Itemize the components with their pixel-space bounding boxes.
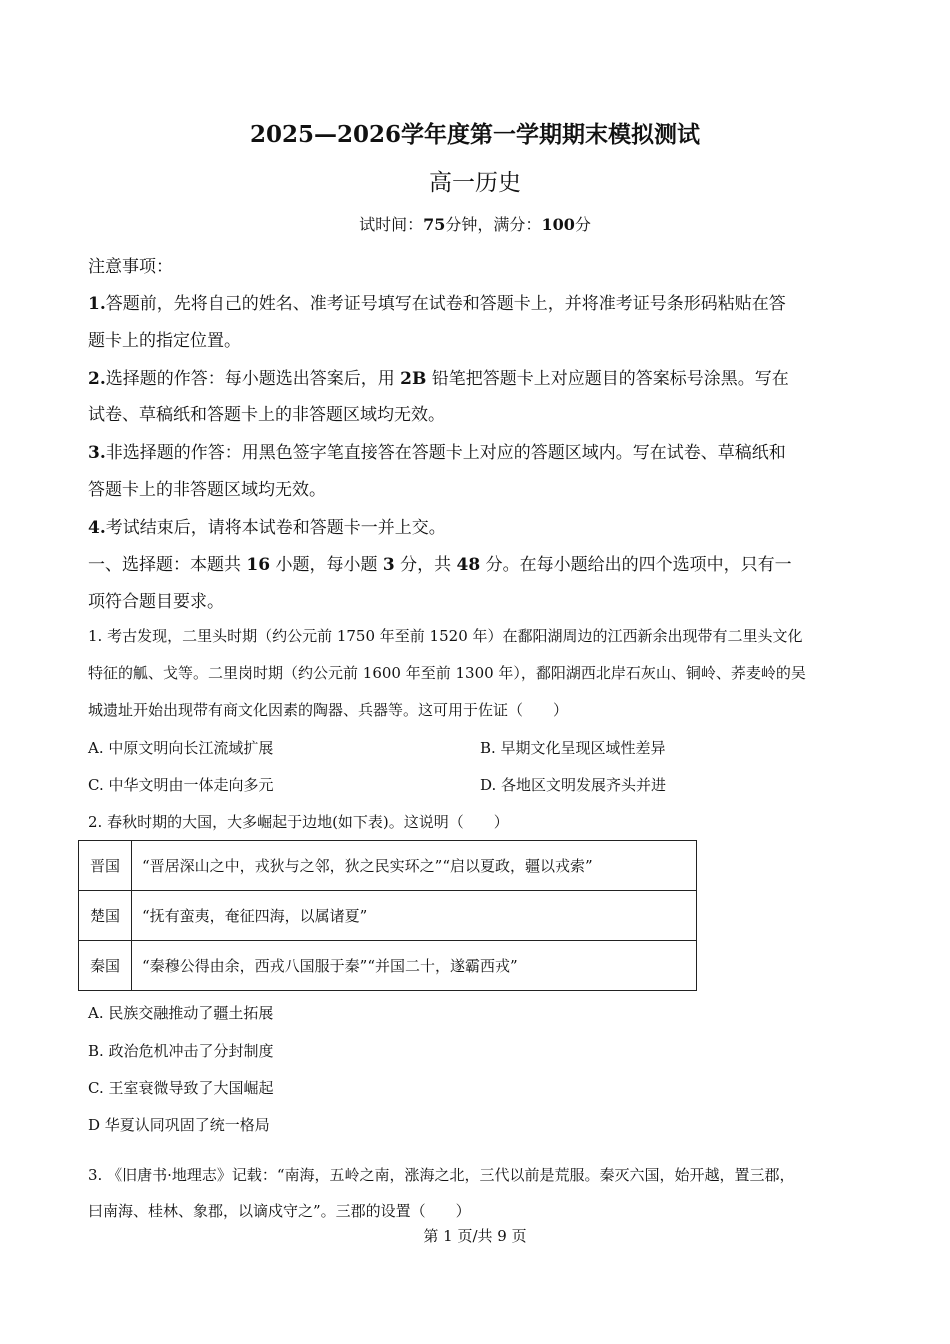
q1-stem-line1: 1. 考古发现，二里头时期（约公元前 1750 年至前 1520 年）在鄱阳湖周边的江西新余出现带有二里头文化 bbox=[88, 627, 803, 645]
table-cell-state: 楚国 bbox=[79, 891, 132, 941]
q2-table bbox=[78, 840, 697, 991]
exam-subject: 高一历史 bbox=[429, 170, 521, 196]
notice-item-3: 3.非选择题的作答：用黑色签字笔直接答在答题卡上对应的答题区域内。写在试卷、草稿纸和 bbox=[88, 443, 786, 463]
notice-item-1-cont: 题卡上的指定位置。 bbox=[88, 331, 241, 351]
table-cell-quote: “抚有蛮夷，奄征四海，以属诸夏” bbox=[132, 891, 697, 941]
notice-item-4: 4.考试结束后，请将本试卷和答题卡一并上交。 bbox=[88, 518, 446, 538]
q3-stem-line2: 曰南海、桂林、象郡，以谪戍守之”。三郡的设置（ ） bbox=[88, 1202, 471, 1220]
table-row bbox=[79, 891, 697, 941]
table-row bbox=[79, 841, 697, 891]
table-cell-quote: “秦穆公得由余，西戎八国服于秦”“并国二十，遂霸西戎” bbox=[132, 941, 697, 991]
q3-stem-line1: 3. 《旧唐书·地理志》记载：“南海，五岭之南，涨海之北，三代以前是荒服。秦灭六国，始开越，置三郡， bbox=[88, 1166, 795, 1184]
exam-title: 2025—2026学年度第一学期期末模拟测试 bbox=[249, 121, 701, 148]
notice-item-2: 2.选择题的作答：每小题选出答案后，用 2B 铅笔把答题卡上对应题目的答案标号涂黑。写在 bbox=[88, 369, 789, 389]
q2-stem: 2. 春秋时期的大国，大多崛起于边地(如下表)。这说明（ ） bbox=[88, 813, 509, 831]
q1-option-c: C. 中华文明由一体走向多元 bbox=[88, 776, 274, 794]
q1-option-d: D. 各地区文明发展齐头并进 bbox=[480, 776, 667, 794]
table-row bbox=[79, 941, 697, 991]
notice-item-2-cont: 试卷、草稿纸和答题卡上的非答题区域均无效。 bbox=[88, 405, 445, 425]
q1-stem-line2: 特征的觚、戈等。二里岗时期（约公元前 1600 年至前 1300 年），鄱阳湖西北岸石灰山、铜岭、荞麦岭的吴 bbox=[88, 664, 806, 682]
notice-heading: 注意事项： bbox=[88, 257, 173, 277]
q2-option-b: B. 政治危机冲击了分封制度 bbox=[88, 1042, 274, 1060]
table-cell-quote: “晋居深山之中，戎狄与之邻，狄之民实环之”“启以夏政，疆以戎索” bbox=[132, 841, 697, 891]
q1-option-a: A. 中原文明向长江流域扩展 bbox=[88, 739, 274, 757]
notice-item-3-cont: 答题卡上的非答题区域均无效。 bbox=[88, 480, 326, 500]
exam-info: 试时间：75分钟，满分：100分 bbox=[359, 215, 591, 234]
q2-option-c: C. 王室衰微导致了大国崛起 bbox=[88, 1079, 274, 1097]
page-footer: 第 1 页/共 9 页 bbox=[423, 1227, 527, 1245]
table-cell-state: 晋国 bbox=[79, 841, 132, 891]
notice-item-1: 1.答题前，先将自己的姓名、准考证号填写在试卷和答题卡上，并将准考证号条形码粘贴在答 bbox=[88, 294, 786, 314]
section-1-heading: 一、选择题：本题共 16 小题，每小题 3 分，共 48 分。在每小题给出的四个选项中，只有一 bbox=[88, 555, 792, 575]
q2-option-a: A. 民族交融推动了疆土拓展 bbox=[88, 1004, 274, 1022]
table-cell-state: 秦国 bbox=[79, 941, 132, 991]
q2-option-d: D 华夏认同巩固了统一格局 bbox=[88, 1116, 270, 1134]
section-1-heading-cont: 项符合题目要求。 bbox=[88, 592, 224, 612]
q1-option-b: B. 早期文化呈现区域性差异 bbox=[480, 739, 666, 757]
q1-stem-line3: 城遗址开始出现带有商文化因素的陶器、兵器等。这可用于佐证（ ） bbox=[88, 701, 569, 719]
